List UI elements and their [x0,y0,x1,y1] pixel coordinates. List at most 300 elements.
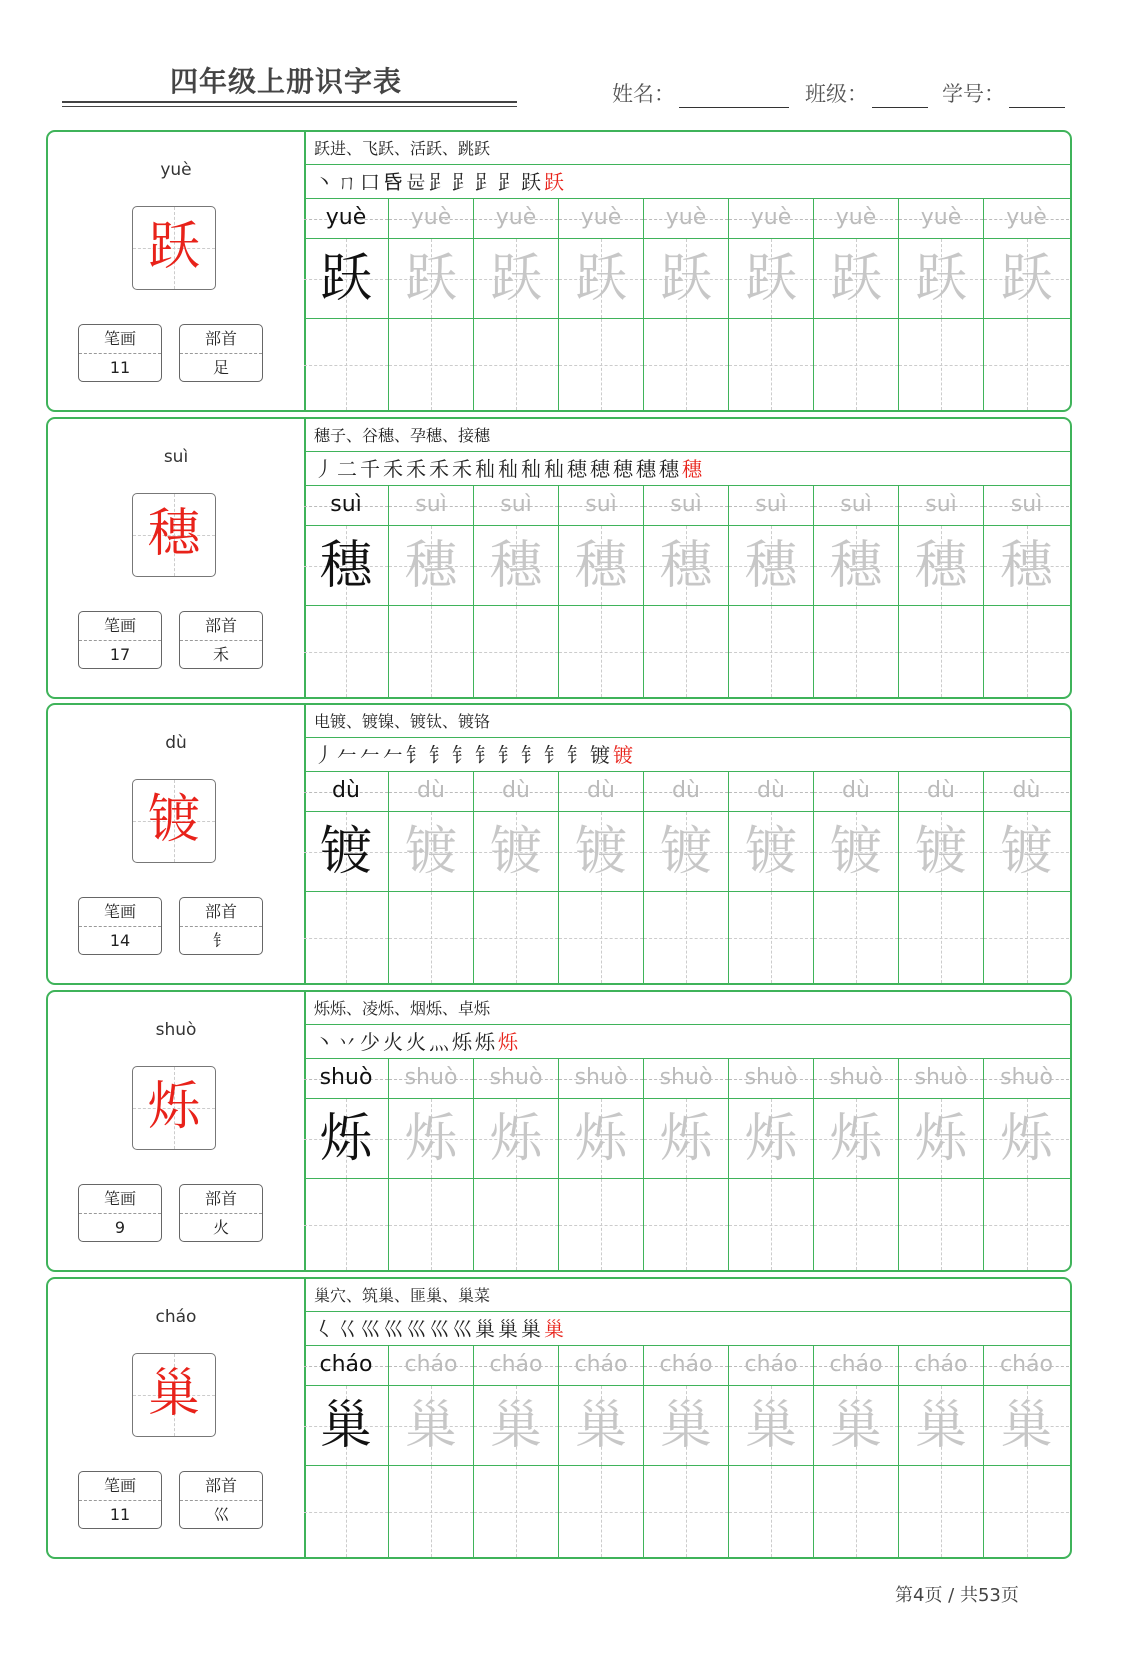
char-trace-cell[interactable] [644,1386,729,1465]
pinyin-trace: yuè [1006,205,1047,230]
title-underline [62,101,517,103]
stroke-count-label: 笔画 [79,612,161,641]
char-trace-cell[interactable] [899,526,984,605]
stroke-step: 𧾷 [452,170,475,194]
character-display-box [132,779,216,863]
stroke-step: 巛 [383,1317,406,1341]
char-trace-cell[interactable] [644,526,729,605]
empty-practice-cell[interactable] [729,1466,814,1557]
stroke-count-value: 9 [114,1218,126,1237]
char-trace: 镀 [829,822,882,882]
pinyin-trace: suì [670,492,702,517]
char-trace-cell[interactable] [984,1099,1069,1178]
character-glyph: 烁 [147,1077,200,1137]
character-pinyin: dù [165,733,187,753]
char-trace-cell[interactable] [814,1099,899,1178]
stroke-step: 跃 [521,170,544,194]
stroke-step: 千 [360,457,383,481]
stroke-order-row [304,1025,1070,1059]
pinyin-trace-cell[interactable] [474,199,559,238]
pinyin-trace-cell[interactable] [644,1346,729,1385]
pinyin-trace-cell[interactable] [899,1059,984,1098]
radical-value: 钅 [212,931,229,950]
empty-practice-cell[interactable] [304,1179,389,1270]
char-trace: 巢 [914,1396,967,1456]
char-trace: 巢 [744,1396,797,1456]
char-trace-cell[interactable] [304,812,389,891]
page-number: 第4页 / 共53页 [895,1585,1019,1606]
stroke-step: 跃 [544,170,567,194]
char-trace: 镀 [659,822,712,882]
stroke-step: 巛 [429,1317,452,1341]
char-trace-cell[interactable] [729,1386,814,1465]
character-row [304,812,1070,892]
pinyin-trace: dù [672,778,700,803]
stroke-step: 秈 [544,457,567,481]
char-trace-cell[interactable] [474,239,559,318]
char-trace-cell[interactable] [644,1099,729,1178]
pinyin-trace: suì [330,492,362,517]
character-pinyin: shuò [155,1020,197,1040]
stroke-step: 丷 [337,1030,360,1054]
pinyin-trace-cell[interactable] [389,486,474,525]
pinyin-trace: dù [1012,778,1041,803]
pinyin-trace-cell[interactable] [304,772,389,811]
pinyin-trace-cell[interactable] [559,772,644,811]
pinyin-trace-cell[interactable] [559,486,644,525]
character-display-box [132,493,216,577]
pinyin-trace-cell[interactable] [729,1346,814,1385]
pinyin-trace: dù [927,778,955,803]
char-trace-cell[interactable] [899,1099,984,1178]
char-trace-cell[interactable] [984,1386,1069,1465]
stroke-step: 火 [383,1030,406,1054]
pinyin-trace-cell[interactable] [304,199,389,238]
pinyin-trace-cell[interactable] [814,772,899,811]
empty-practice-cell[interactable] [899,1179,984,1270]
practice-grid [304,419,1070,697]
radical-value: 火 [212,1218,229,1237]
pinyin-trace-cell[interactable] [559,1346,644,1385]
char-trace: 镀 [489,822,542,882]
blank-practice-row [304,892,1070,983]
character-row [304,1099,1070,1179]
character-pinyin: suì [163,447,189,467]
radical-box [179,897,263,955]
pinyin-trace: suì [925,492,957,517]
char-trace-cell[interactable] [389,1099,474,1178]
pinyin-trace-cell[interactable] [984,199,1069,238]
char-trace: 镀 [914,822,967,882]
char-trace-cell[interactable] [559,239,644,318]
empty-practice-cell[interactable] [559,1179,644,1270]
pinyin-trace-cell[interactable] [389,199,474,238]
empty-practice-cell[interactable] [814,1466,899,1557]
char-trace: 镀 [319,822,372,882]
char-trace-cell[interactable] [559,526,644,605]
pinyin-row [304,1059,1070,1099]
stroke-step: 钅 [567,743,590,767]
char-trace-cell[interactable] [559,1386,644,1465]
blank-practice-row [304,1466,1070,1557]
stroke-step: 禾 [383,457,406,481]
example-words: 穗子、谷穗、孕穗、接穗 [304,419,1070,452]
stroke-step: 穂 [613,457,636,481]
stroke-step: 穂 [590,457,613,481]
empty-practice-cell[interactable] [304,892,389,983]
pinyin-trace-cell[interactable] [644,486,729,525]
char-trace-cell[interactable] [729,812,814,891]
stroke-count-label: 笔画 [79,325,161,354]
title-underline-thin [62,106,517,107]
pinyin-trace-cell[interactable] [899,199,984,238]
stroke-count-value: 11 [109,358,131,377]
char-trace-cell[interactable] [814,239,899,318]
pinyin-trace-cell[interactable] [559,199,644,238]
char-trace: 跃 [659,249,712,309]
stroke-step: 钅 [475,743,498,767]
char-trace: 烁 [914,1109,967,1169]
pinyin-trace-cell[interactable] [814,486,899,525]
pinyin-row [304,486,1070,526]
char-trace: 穗 [914,536,967,596]
pinyin-trace-cell[interactable] [644,199,729,238]
pinyin-trace: shuò [659,1065,713,1090]
pinyin-trace-cell[interactable] [304,486,389,525]
empty-practice-cell[interactable] [644,892,729,983]
class-blank[interactable] [872,83,928,108]
char-trace-cell[interactable] [389,239,474,318]
character-glyph: 巢 [147,1364,200,1424]
char-trace-cell[interactable] [984,526,1069,605]
pinyin-trace-cell[interactable] [899,1346,984,1385]
stroke-count-box [78,611,162,669]
stroke-count-value: 17 [109,645,131,664]
empty-practice-cell[interactable] [644,1466,729,1557]
empty-practice-cell[interactable] [899,892,984,983]
stroke-count-value: 14 [109,931,131,950]
pinyin-trace: yuè [495,205,537,230]
pinyin-trace: shuò [914,1065,968,1090]
empty-practice-cell[interactable] [474,892,559,983]
empty-practice-cell[interactable] [644,606,729,697]
radical-box [179,1184,263,1242]
pinyin-trace: suì [1010,492,1043,517]
stroke-step: 巛 [406,1317,429,1341]
empty-practice-cell[interactable] [389,892,474,983]
empty-practice-cell[interactable] [644,319,729,410]
pinyin-trace-cell[interactable] [644,772,729,811]
char-trace-cell[interactable] [304,239,389,318]
empty-practice-cell[interactable] [984,606,1069,697]
pinyin-trace-cell[interactable] [899,772,984,811]
char-trace-cell[interactable] [389,812,474,891]
char-trace: 跃 [744,249,797,309]
char-trace-cell[interactable] [389,1386,474,1465]
pinyin-trace: cháo [744,1352,798,1377]
pinyin-trace-cell[interactable] [644,1059,729,1098]
char-trace-cell[interactable] [729,1099,814,1178]
pinyin-trace: yuè [750,205,792,230]
pinyin-trace: cháo [574,1352,628,1377]
char-trace: 镀 [1000,822,1053,882]
stroke-count-box [78,324,162,382]
pinyin-trace: yuè [325,205,367,230]
stroke-count-box [78,1471,162,1529]
char-trace-cell[interactable] [304,526,389,605]
stroke-step: 穗 [636,457,659,481]
empty-practice-cell[interactable] [474,606,559,697]
empty-practice-cell[interactable] [984,892,1069,983]
pinyin-trace: suì [415,492,447,517]
stroke-step: 禾 [452,457,475,481]
char-trace-cell[interactable] [984,812,1069,891]
pinyin-trace: dù [757,778,785,803]
pinyin-trace-cell[interactable] [984,486,1069,525]
character-block [46,417,1072,699]
empty-practice-cell[interactable] [729,892,814,983]
empty-practice-cell[interactable] [814,1179,899,1270]
empty-practice-cell[interactable] [304,319,389,410]
empty-practice-cell[interactable] [474,1466,559,1557]
empty-practice-cell[interactable] [304,606,389,697]
pinyin-trace: dù [587,778,615,803]
char-trace-cell[interactable] [899,812,984,891]
char-trace-cell[interactable] [559,812,644,891]
stroke-step: 巛 [360,1317,383,1341]
empty-practice-cell[interactable] [304,1466,389,1557]
stroke-step: 巢 [498,1317,521,1341]
empty-practice-cell[interactable] [389,1179,474,1270]
pinyin-trace-cell[interactable] [474,772,559,811]
page-title: 四年级上册识字表 [170,65,403,98]
char-trace-cell[interactable] [899,239,984,318]
empty-practice-cell[interactable] [814,606,899,697]
char-trace-cell[interactable] [474,812,559,891]
stroke-step: 少 [360,1030,383,1054]
empty-practice-cell[interactable] [814,892,899,983]
stroke-step: 钅 [521,743,544,767]
char-trace-cell[interactable] [644,239,729,318]
pinyin-trace-cell[interactable] [304,1346,389,1385]
pinyin-trace: yuè [920,205,962,230]
char-trace-cell[interactable] [899,1386,984,1465]
class-label: 班级： [805,82,868,106]
pinyin-trace: cháo [319,1352,373,1377]
char-trace-cell[interactable] [729,239,814,318]
character-pinyin: cháo [155,1307,197,1327]
empty-practice-cell[interactable] [984,319,1069,410]
pinyin-trace-cell[interactable] [729,772,814,811]
char-trace: 穗 [829,536,882,596]
student-id-field[interactable] [942,78,1065,108]
char-trace: 镀 [404,822,457,882]
empty-practice-cell[interactable] [984,1179,1069,1270]
empty-practice-cell[interactable] [559,319,644,410]
pinyin-trace: dù [332,778,360,803]
char-trace: 烁 [319,1109,372,1169]
empty-practice-cell[interactable] [814,319,899,410]
empty-practice-cell[interactable] [729,1179,814,1270]
empty-practice-cell[interactable] [559,606,644,697]
char-trace: 巢 [404,1396,457,1456]
pinyin-trace: shuò [319,1065,373,1090]
char-trace-cell[interactable] [304,1099,389,1178]
char-trace: 烁 [829,1109,882,1169]
stroke-step: 𠯑 [383,170,406,194]
radical-label: 部首 [180,325,262,354]
empty-practice-cell[interactable] [389,606,474,697]
empty-practice-cell[interactable] [389,319,474,410]
stroke-step: 禾 [406,457,429,481]
stroke-step: 丶 [314,170,337,194]
pinyin-trace-cell[interactable] [389,772,474,811]
pinyin-trace-cell[interactable] [814,1346,899,1385]
student-id-blank[interactable] [1009,83,1065,108]
practice-grid [304,132,1070,410]
pinyin-trace: shuò [574,1065,628,1090]
pinyin-trace: shuò [744,1065,798,1090]
practice-grid [304,992,1070,1270]
char-trace-cell[interactable] [814,1386,899,1465]
radical-box [179,611,263,669]
character-pinyin: yuè [160,160,192,180]
character-glyph: 镀 [147,790,200,850]
pinyin-trace-cell[interactable] [729,199,814,238]
pinyin-trace: cháo [404,1352,458,1377]
stroke-step: 𧾷 [498,170,521,194]
char-trace: 巢 [489,1396,542,1456]
char-trace-cell[interactable] [474,1099,559,1178]
char-trace-cell[interactable] [474,1386,559,1465]
example-words: 烁烁、凌烁、烟烁、卓烁 [304,992,1070,1025]
char-trace: 穗 [319,536,372,596]
pinyin-trace-cell[interactable] [814,1059,899,1098]
empty-practice-cell[interactable] [559,1466,644,1557]
pinyin-trace: dù [502,778,530,803]
character-glyph: 跃 [147,217,200,277]
empty-practice-cell[interactable] [474,1179,559,1270]
pinyin-trace-cell[interactable] [729,486,814,525]
char-trace-cell[interactable] [474,526,559,605]
pinyin-trace-cell[interactable] [474,1059,559,1098]
radical-value: 足 [212,358,229,377]
stroke-step: 秈 [498,457,521,481]
stroke-step: 钅 [544,743,567,767]
stroke-count-box [78,897,162,955]
stroke-step: 二 [337,457,360,481]
empty-practice-cell[interactable] [899,319,984,410]
pinyin-trace: yuè [665,205,707,230]
stroke-step: 穗 [659,457,682,481]
stroke-step: 𠯕 [406,170,429,194]
stroke-order-row [304,165,1070,199]
pinyin-trace: shuò [1000,1065,1053,1090]
char-trace: 跃 [914,249,967,309]
empty-practice-cell[interactable] [644,1179,729,1270]
stroke-step: 巢 [475,1317,498,1341]
name-blank[interactable] [679,83,789,108]
character-display-box [132,206,216,290]
pinyin-trace: cháo [489,1352,543,1377]
blank-practice-row [304,1179,1070,1270]
char-trace-cell[interactable] [814,526,899,605]
empty-practice-cell[interactable] [899,1466,984,1557]
class-field[interactable] [805,78,928,108]
pinyin-trace-cell[interactable] [389,1059,474,1098]
radical-label: 部首 [180,1472,262,1501]
pinyin-trace-cell[interactable] [899,486,984,525]
char-trace-cell[interactable] [304,1386,389,1465]
character-block [46,990,1072,1272]
stroke-step: 巜 [337,1317,360,1341]
empty-practice-cell[interactable] [729,606,814,697]
pinyin-trace-cell[interactable] [304,1059,389,1098]
empty-practice-cell[interactable] [474,319,559,410]
pinyin-trace-cell[interactable] [814,199,899,238]
character-row [304,526,1070,606]
radical-box [179,1471,263,1529]
pinyin-trace: suì [755,492,787,517]
char-trace-cell[interactable] [814,812,899,891]
char-trace-cell[interactable] [729,526,814,605]
pinyin-trace-cell[interactable] [984,1059,1069,1098]
empty-practice-cell[interactable] [729,319,814,410]
pinyin-row [304,1346,1070,1386]
stroke-count-box [78,1184,162,1242]
student-id-label: 学号： [942,82,1005,106]
empty-practice-cell[interactable] [984,1466,1069,1557]
pinyin-trace-cell[interactable] [474,1346,559,1385]
char-trace-cell[interactable] [559,1099,644,1178]
empty-practice-cell[interactable] [559,892,644,983]
character-row [304,1386,1070,1466]
stroke-step: 𧾷 [429,170,452,194]
character-info-panel [48,992,306,1270]
name-field[interactable] [612,78,789,108]
pinyin-trace: shuò [404,1065,458,1090]
char-trace-cell[interactable] [984,239,1069,318]
stroke-order-row [304,1312,1070,1346]
pinyin-trace-cell[interactable] [729,1059,814,1098]
char-trace-cell[interactable] [644,812,729,891]
empty-practice-cell[interactable] [899,606,984,697]
character-info-panel [48,1279,306,1557]
char-trace: 穗 [744,536,797,596]
stroke-count-label: 笔画 [79,1472,161,1501]
empty-practice-cell[interactable] [389,1466,474,1557]
char-trace: 巢 [1000,1396,1053,1456]
pinyin-trace-cell[interactable] [559,1059,644,1098]
pinyin-trace-cell[interactable] [984,772,1069,811]
radical-label: 部首 [180,898,262,927]
pinyin-trace-cell[interactable] [984,1346,1069,1385]
pinyin-trace-cell[interactable] [474,486,559,525]
stroke-step: 丿 [314,743,337,767]
stroke-step: 镀 [590,743,613,767]
char-trace-cell[interactable] [389,526,474,605]
char-trace: 跃 [574,249,627,309]
pinyin-row [304,199,1070,239]
stroke-count-value: 11 [109,1505,131,1524]
character-info-panel [48,132,306,410]
stroke-step: 巛 [452,1317,475,1341]
pinyin-trace: shuò [829,1065,883,1090]
char-trace: 穗 [404,536,457,596]
pinyin-trace-cell[interactable] [389,1346,474,1385]
character-glyph: 穗 [147,504,200,564]
stroke-count-label: 笔画 [79,1185,161,1214]
